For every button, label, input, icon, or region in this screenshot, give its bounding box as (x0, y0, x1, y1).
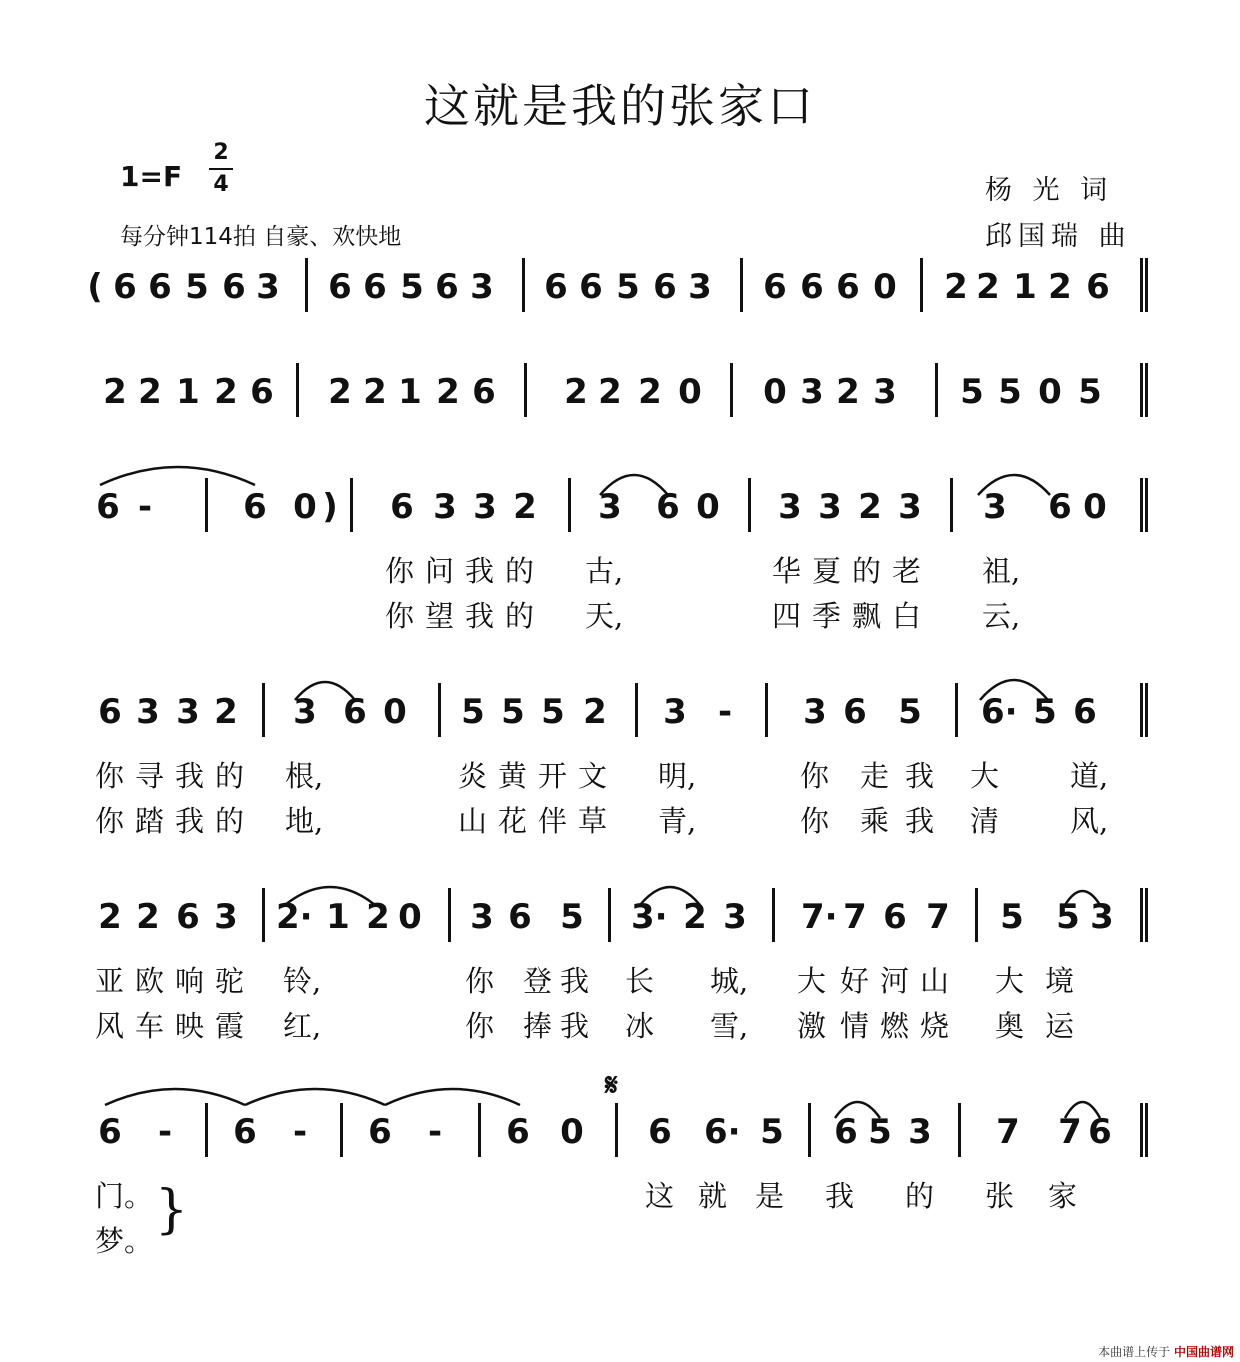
lyric-syllable: 的 (505, 599, 535, 633)
lyric-syllable: 我 (175, 759, 205, 793)
note: 6 (243, 487, 267, 527)
note: 2 (564, 372, 588, 412)
lyric-syllable: 黄 (498, 759, 528, 793)
lyric-syllable: 寻 (135, 759, 165, 793)
note: 6 (250, 372, 274, 412)
lyric-syllable: 你 (385, 599, 415, 633)
note: 6 (363, 267, 387, 307)
lyric-syllable: 道, (1070, 759, 1109, 793)
note: 6 (472, 372, 496, 412)
lyric-syllable: 就 (698, 1179, 728, 1213)
note: 5 (1056, 897, 1080, 937)
note: 3 (663, 692, 687, 732)
lyric-syllable: 的 (215, 759, 245, 793)
note: 6 (648, 1112, 672, 1152)
note: 6 (435, 267, 459, 307)
lyric-syllable: 响 (175, 964, 205, 998)
note: 6 (653, 267, 677, 307)
note: 5 (461, 692, 485, 732)
note: 5 (560, 897, 584, 937)
slur (978, 475, 1050, 495)
lyric-syllable: 清 (970, 804, 1000, 838)
note: 2 (366, 897, 390, 937)
lyric-syllable: 华 (772, 554, 802, 588)
lyric-syllable: 映 (175, 1009, 205, 1043)
tempo-marking: 每分钟114拍 自豪、欢快地 (120, 224, 402, 250)
note: 0 (383, 692, 407, 732)
lyric-syllable: 文 (578, 759, 608, 793)
note: 3 (473, 487, 497, 527)
lyric-syllable: 你 (385, 554, 415, 588)
note: 3 (778, 487, 802, 527)
lyric-syllable: 驼 (215, 964, 245, 998)
lyric-syllable: 登 (523, 964, 553, 998)
lyric-syllable: 铃, (283, 964, 322, 998)
dash: - (157, 1112, 173, 1152)
note: 2 (138, 372, 162, 412)
note: 2 (214, 372, 238, 412)
note: 7 (1058, 1112, 1082, 1152)
lyric-syllable: 你 (800, 804, 830, 838)
note: 6 (390, 487, 414, 527)
note: 2 (98, 897, 122, 937)
lyric-syllable: 乘 (860, 804, 890, 838)
lyric-syllable: 飘 (852, 599, 882, 633)
slur (835, 1102, 880, 1118)
note: 0 (293, 487, 317, 527)
note: 2 (103, 372, 127, 412)
note: 5 (185, 267, 209, 307)
note: 6 (544, 267, 568, 307)
lyric-syllable: 你 (95, 759, 125, 793)
note: 3 (983, 487, 1007, 527)
lyric-syllable: 祖, (982, 554, 1021, 588)
lyric-syllable: 风 (95, 1009, 125, 1043)
note: 2 (436, 372, 460, 412)
note: 6 (800, 267, 824, 307)
footer-site: 中国曲谱网 (1173, 1345, 1234, 1359)
lyric-syllable: 的 (852, 554, 882, 588)
segno-mark: 𝄋 (605, 1068, 618, 1103)
lyric-syllable: 望 (425, 599, 455, 633)
note: 6 (148, 267, 172, 307)
lyric-syllable: 车 (135, 1009, 165, 1043)
lyric-syllable: 天, (585, 599, 624, 633)
note: 6 (834, 1112, 858, 1152)
lyric-syllable: 欧 (135, 964, 165, 998)
note: 3 (873, 372, 897, 412)
note: 6 (113, 267, 137, 307)
lyric-syllable: 的 (505, 554, 535, 588)
lyric-syllable: 亚 (95, 964, 125, 998)
note: 5 (960, 372, 984, 412)
composer-credit: 邱国瑞 曲 (985, 221, 1132, 252)
lyric-syllable: 我 (465, 599, 495, 633)
time-numerator: 2 (213, 140, 229, 165)
note: 6· (704, 1112, 741, 1152)
note: 6 (233, 1112, 257, 1152)
note: 6 (506, 1112, 530, 1152)
lyric-syllable: 奥 (995, 1009, 1025, 1043)
note: 6 (222, 267, 246, 307)
lyric-syllable: 根, (285, 759, 324, 793)
note: 6 (1086, 267, 1110, 307)
lyric-syllable: 这 (645, 1179, 675, 1213)
note: 5 (1078, 372, 1102, 412)
note: 5 (501, 692, 525, 732)
note: 5 (616, 267, 640, 307)
lyric-syllable: 古, (585, 554, 624, 588)
note: 6 (98, 692, 122, 732)
note: 6 (508, 897, 532, 937)
note: 7 (996, 1112, 1020, 1152)
lyric-syllable: 地, (285, 804, 324, 838)
lyric-syllable: 白 (892, 599, 922, 633)
lyric-syllable: 踏 (135, 804, 165, 838)
note: 5 (868, 1112, 892, 1152)
note: 2 (363, 372, 387, 412)
dash: - (292, 1112, 308, 1152)
note: 3· (631, 897, 668, 937)
lyric-syllable: 炎 (458, 759, 488, 793)
song-title: 这就是我的张家口 (424, 79, 816, 133)
footer-text: 本曲谱上传于 (1098, 1345, 1171, 1359)
note: 3 (136, 692, 160, 732)
lyric-syllable: 城, (710, 964, 749, 998)
note: 1 (1013, 267, 1037, 307)
lyric-syllable: 你 (800, 759, 830, 793)
slur (295, 682, 355, 700)
lyric-syllable: 情 (840, 1009, 870, 1043)
lyric-syllable: 门。 (95, 1179, 154, 1213)
note: 3 (256, 267, 280, 307)
note: 1 (326, 897, 350, 937)
slur (285, 887, 375, 905)
lyric-syllable: 好 (840, 964, 870, 998)
time-denominator: 4 (213, 172, 229, 197)
note: 5 (998, 372, 1022, 412)
note: 6 (328, 267, 352, 307)
lyric-syllable: 烧 (920, 1009, 950, 1043)
note: 2· (276, 897, 313, 937)
slur (980, 680, 1048, 700)
note: 2 (683, 897, 707, 937)
lyric-syllable: 明, (658, 759, 697, 793)
slur (100, 467, 255, 485)
note: 6 (368, 1112, 392, 1152)
note: 2 (976, 267, 1000, 307)
lyric-syllable: 长 (625, 964, 655, 998)
lyric-syllable: 我 (905, 759, 935, 793)
note: 5 (1033, 692, 1057, 732)
lyric-syllable: 红, (283, 1009, 322, 1043)
note: 2 (328, 372, 352, 412)
dash: - (137, 487, 153, 527)
note: 1 (176, 372, 200, 412)
note: 6 (656, 487, 680, 527)
note: 0 (1083, 487, 1107, 527)
dash: - (717, 692, 733, 732)
note: 1 (398, 372, 422, 412)
lyric-syllable: 大 (970, 759, 1000, 793)
lyric-syllable: 梦。 (95, 1224, 154, 1258)
note: 6 (579, 267, 603, 307)
lyric-syllable: 捧 (523, 1009, 553, 1043)
lyricist-credit: 杨 光 词 (985, 175, 1114, 206)
lyric-syllable: 伴 (538, 804, 568, 838)
note: 2 (836, 372, 860, 412)
lyric-syllable: 我 (905, 804, 935, 838)
lyric-syllable: 你 (95, 804, 125, 838)
note: 7 (843, 897, 867, 937)
note: 3 (470, 267, 494, 307)
note: 2 (214, 692, 238, 732)
lyric-syllable: 的 (215, 804, 245, 838)
note: 0 (696, 487, 720, 527)
lyric-syllable: 夏 (812, 554, 842, 588)
note: 2 (1048, 267, 1072, 307)
lyric-syllable: 我 (825, 1179, 855, 1213)
lyric-syllable: 我 (465, 554, 495, 588)
lyric-syllable: 我 (175, 804, 205, 838)
note: 2 (513, 487, 537, 527)
note: 0 (1038, 372, 1062, 412)
lyric-syllable: 风, (1070, 804, 1109, 838)
note: 5 (541, 692, 565, 732)
note: 0 (398, 897, 422, 937)
note: 0 (763, 372, 787, 412)
lyric-syllable: 是 (755, 1179, 785, 1213)
note: 2 (944, 267, 968, 307)
note: 7· (801, 897, 838, 937)
note: 3 (818, 487, 842, 527)
lyric-syllable: 云, (982, 599, 1021, 633)
note: 3 (800, 372, 824, 412)
note: 3 (470, 897, 494, 937)
lyric-syllable: 山 (920, 964, 950, 998)
note: 3 (908, 1112, 932, 1152)
lyric-syllable: 家 (1048, 1179, 1078, 1213)
note: 3 (214, 897, 238, 937)
slur (385, 1089, 520, 1105)
lyric-syllable: 开 (538, 759, 568, 793)
lyric-syllable: 问 (425, 554, 455, 588)
lyric-syllable: 雪, (710, 1009, 749, 1043)
note: 2 (858, 487, 882, 527)
note: 0 (560, 1112, 584, 1152)
lyric-syllable: 燃 (880, 1009, 910, 1043)
note: 5 (1000, 897, 1024, 937)
note: 6 (1073, 692, 1097, 732)
slur (640, 887, 700, 905)
lyric-syllable: 运 (1045, 1009, 1075, 1043)
note: 3 (433, 487, 457, 527)
lyric-syllable: 季 (812, 599, 842, 633)
note: 6 (836, 267, 860, 307)
note: 0 (678, 372, 702, 412)
slur (245, 1089, 385, 1105)
lyric-syllable: 冰 (625, 1009, 655, 1043)
slur (600, 475, 668, 495)
note: 6 (343, 692, 367, 732)
lyric-syllable: 你 (465, 964, 495, 998)
lyric-brace: } (155, 1180, 189, 1240)
lyric-syllable: 境 (1045, 964, 1075, 998)
note: 3 (723, 897, 747, 937)
lyric-syllable: 河 (880, 964, 910, 998)
note: 3 (1090, 897, 1114, 937)
lyric-syllable: 山 (458, 804, 488, 838)
note: 3 (598, 487, 622, 527)
lyric-syllable: 霞 (215, 1009, 245, 1043)
bracket: ( (87, 267, 103, 307)
note: 6 (96, 487, 120, 527)
slur (1065, 1102, 1100, 1118)
lyric-syllable: 大 (995, 964, 1025, 998)
bracket: ) (322, 487, 338, 527)
note: 5 (898, 692, 922, 732)
lyric-syllable: 你 (465, 1009, 495, 1043)
lyric-syllable: 花 (498, 804, 528, 838)
note: 6 (1048, 487, 1072, 527)
lyric-syllable: 老 (892, 554, 922, 588)
lyric-syllable: 草 (578, 804, 608, 838)
note: 2 (136, 897, 160, 937)
note: 3 (898, 487, 922, 527)
slur (1065, 891, 1100, 905)
lyric-syllable: 四 (772, 599, 802, 633)
note: 5 (400, 267, 424, 307)
lyric-syllable: 我 (560, 964, 590, 998)
note: 3 (803, 692, 827, 732)
note: 5 (760, 1112, 784, 1152)
slur (105, 1089, 245, 1105)
note: 7 (926, 897, 950, 937)
note: 6 (98, 1112, 122, 1152)
dash: - (427, 1112, 443, 1152)
note: 3 (176, 692, 200, 732)
lyric-syllable: 大 (797, 964, 827, 998)
key-signature: 1=F (120, 160, 183, 193)
lyric-syllable: 激 (797, 1009, 827, 1043)
note: 6 (1088, 1112, 1112, 1152)
note: 0 (873, 267, 897, 307)
lyric-syllable: 的 (905, 1179, 935, 1213)
note: 6 (883, 897, 907, 937)
lyric-syllable: 青, (658, 804, 697, 838)
note: 3 (293, 692, 317, 732)
footer-credit (1098, 1343, 1234, 1360)
note: 2 (638, 372, 662, 412)
lyric-syllable: 我 (560, 1009, 590, 1043)
note: 6 (763, 267, 787, 307)
lyric-syllable: 走 (860, 759, 890, 793)
note: 6 (843, 692, 867, 732)
note: 3 (688, 267, 712, 307)
note: 6 (176, 897, 200, 937)
lyric-syllable: 张 (985, 1179, 1015, 1213)
note: 2 (598, 372, 622, 412)
note: 6· (981, 692, 1018, 732)
note: 2 (583, 692, 607, 732)
